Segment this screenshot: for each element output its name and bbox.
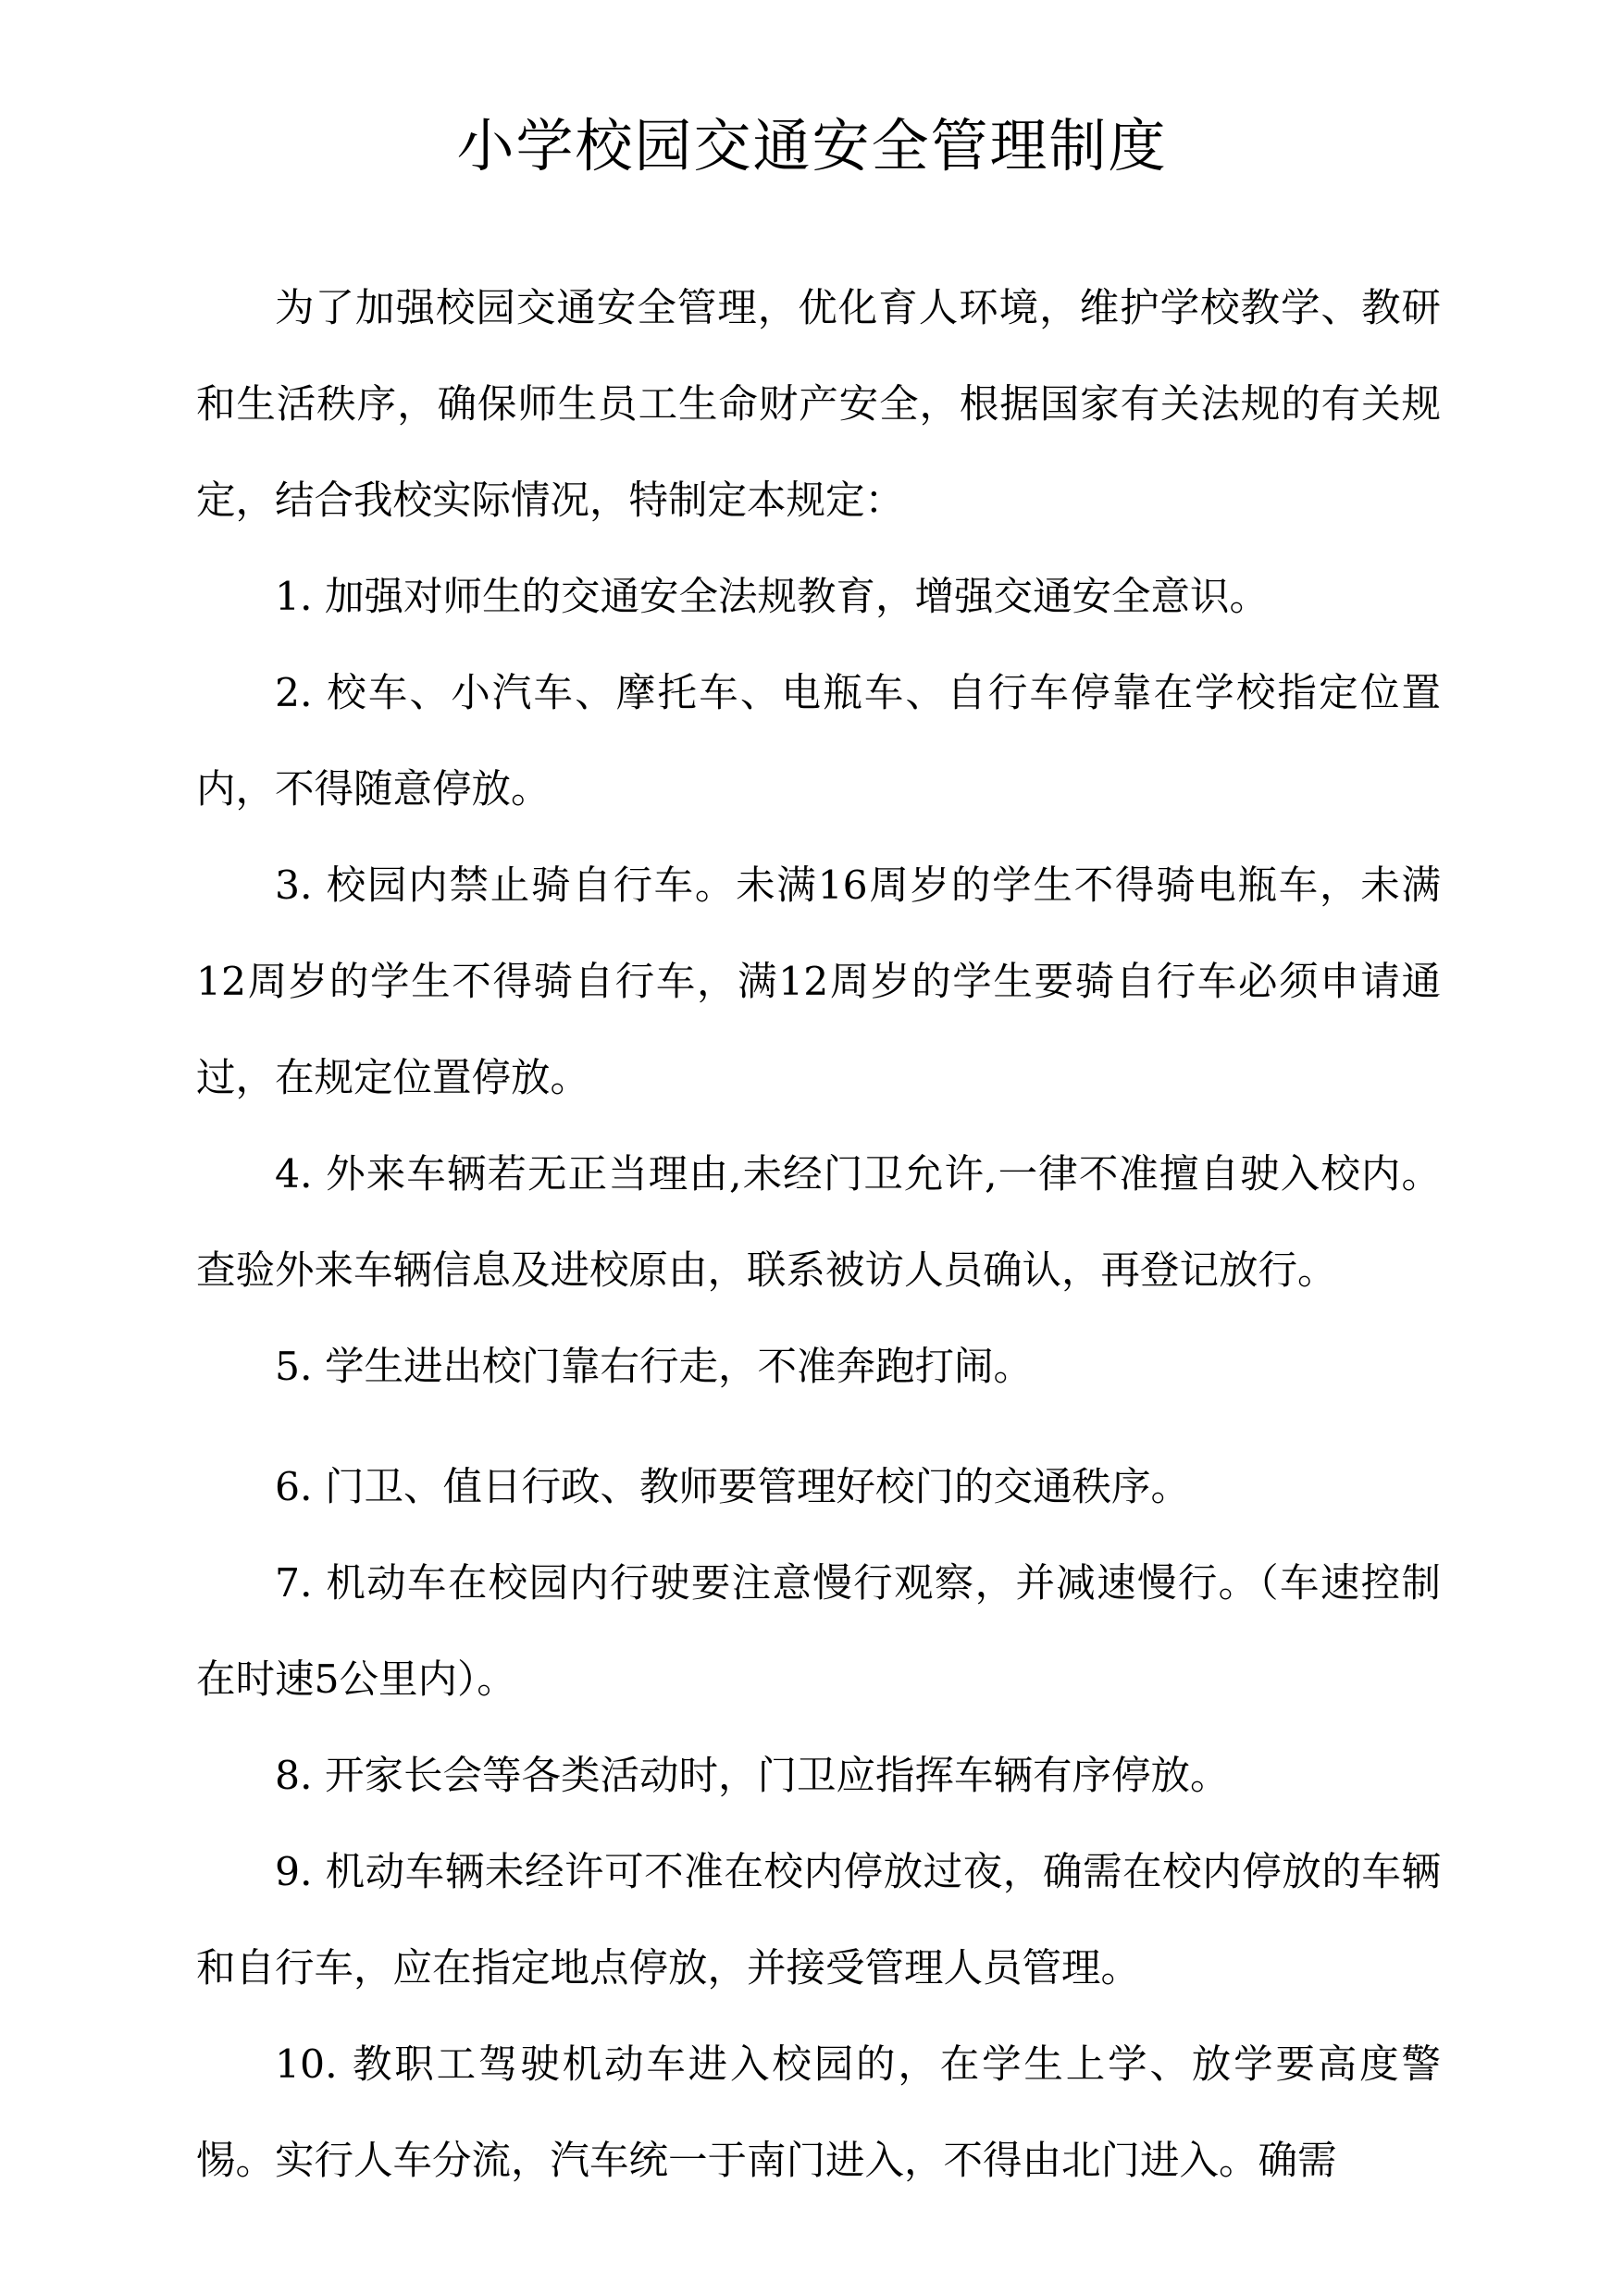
rule-item-6: 6. 门卫、值日行政、教师要管理好校门的交通秩序。 [275,1465,1191,1510]
rule-item-5: 5. 学生进出校门靠右行走，不准奔跑打闹。 [275,1345,1034,1390]
rule-item-1: 1. 加强对师生的交通安全法规教育，增强交通安全意识。 [275,575,1270,620]
rule-item-10: 10. 教职工驾驶机动车进入校园的，在学生上学、放学要高度警惕。实行人车分流，汽车统一于南门进入，不得由北门进入。确需 [196,2042,1441,2184]
rule-item-9: 9. 机动车辆未经许可不准在校内停放过夜，确需在校内停放的车辆和自行车，应在指定地点停放，并接受管理人员管理。 [196,1850,1441,1991]
rule-item-2: 2. 校车、小汽车、摩托车、电瓶车、自行车停靠在学校指定位置内，不得随意停放。 [196,671,1441,813]
intro-paragraph: 为了加强校园交通安全管理，优化育人环境，维护学校教学、教研和生活秩序，确保师生员工生命财产安全，根据国家有关法规的有关规定，结合我校实际情况，特制定本规定： [196,286,1441,524]
rule-item-7: 7. 机动车在校园内行驶要注意慢行观察，并减速慢行。（车速控制在时速5公里内）。 [196,1561,1441,1703]
rule-item-8: 8. 开家长会等各类活动时，门卫应指挥车辆有序停放。 [275,1754,1230,1799]
rule-item-4: 4. 外来车辆若无正当理由,未经门卫允许,一律不准擅自驶入校内。查验外来车辆信息及进校原由，联系被访人员确认，再登记放行。 [196,1152,1441,1294]
rule-item-3: 3. 校园内禁止骑自行车。未满16周岁的学生不得骑电瓶车，未满12周岁的学生不得骑自行车，满12周岁的学生要骑自行车必须申请通过，在规定位置停放。 [196,863,1441,1101]
document-body [196,261,1441,2210]
document-title: 小学校园交通安全管理制度 [456,112,1168,180]
